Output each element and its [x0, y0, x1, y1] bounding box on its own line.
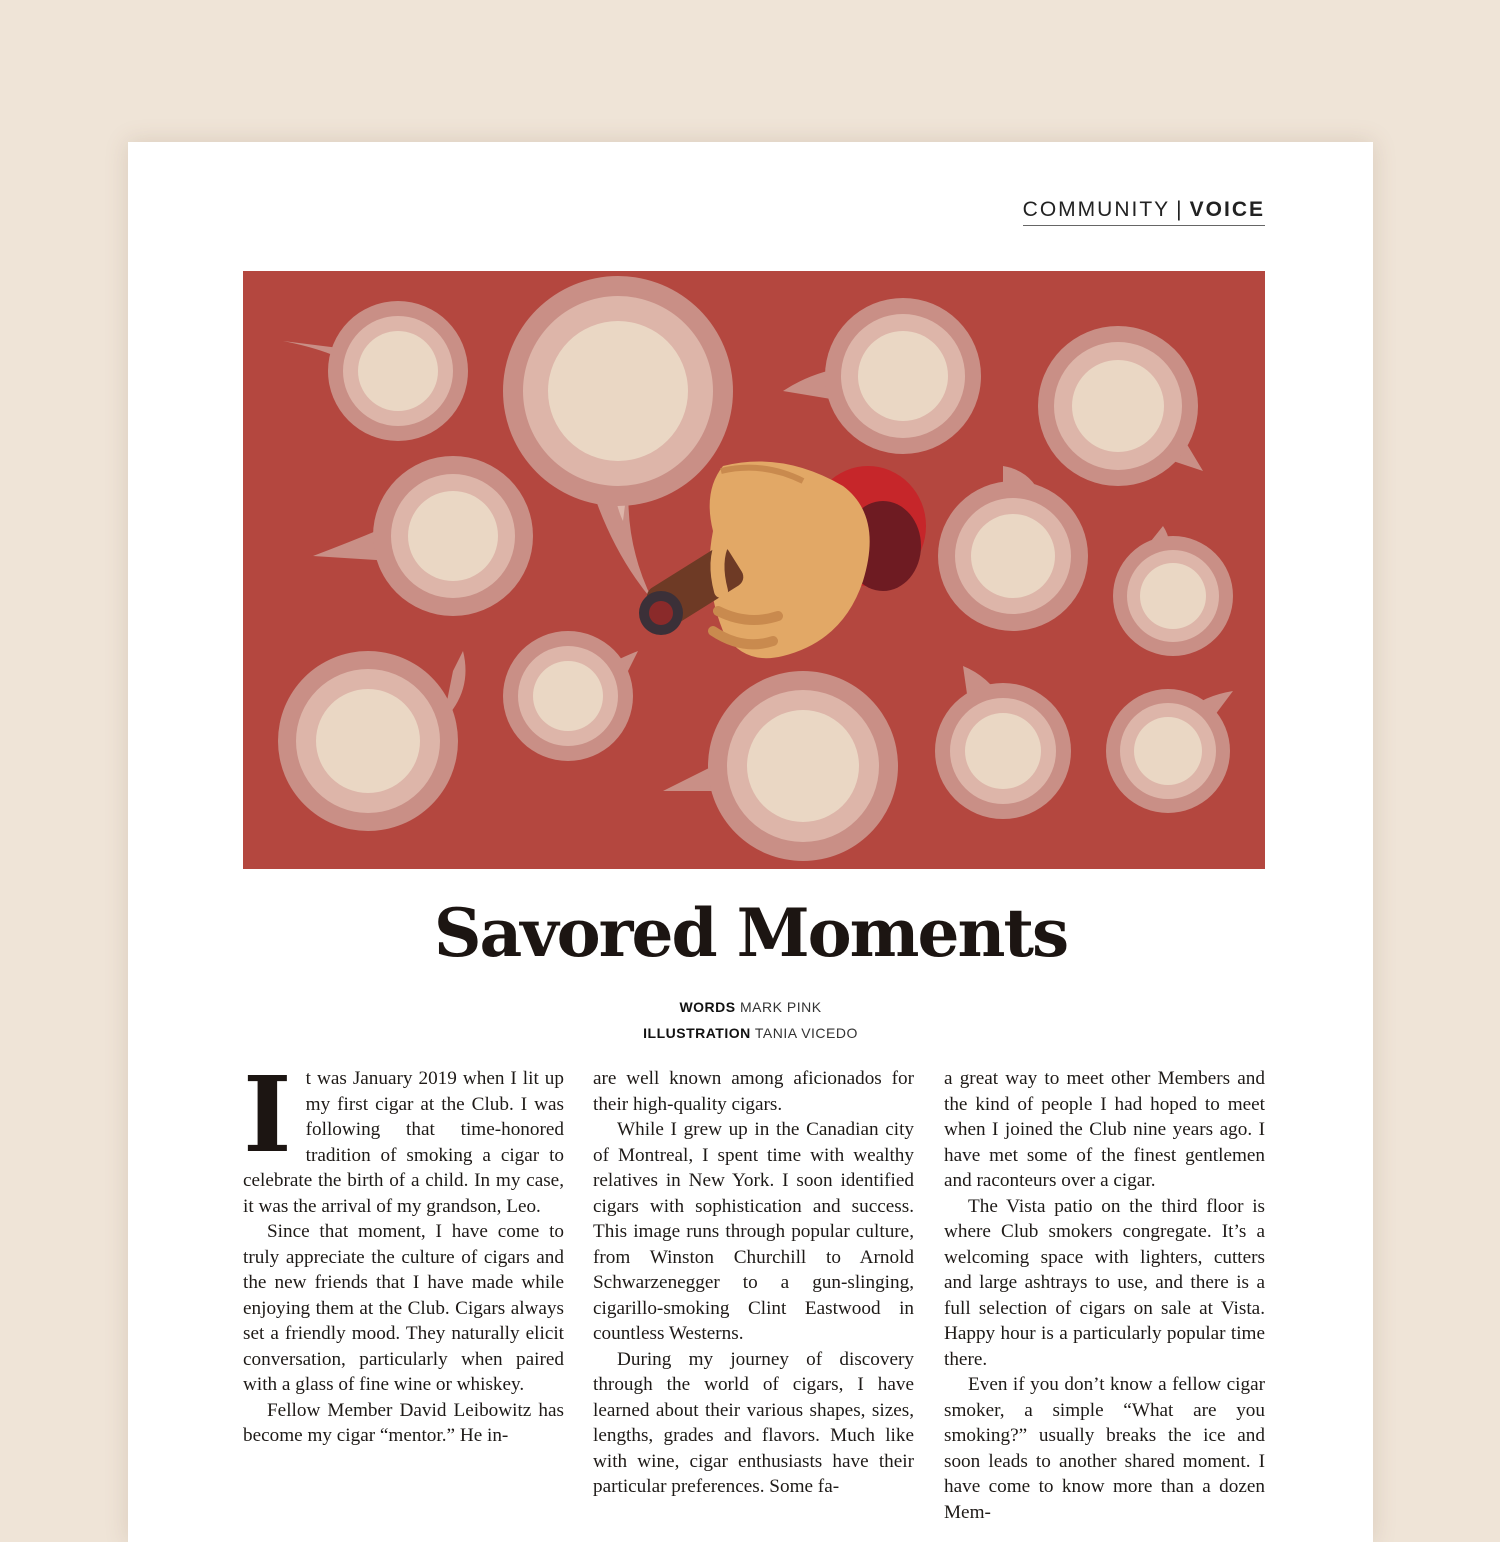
credit-name: TANIA VICEDO [754, 1025, 858, 1041]
credit-role: WORDS [679, 999, 736, 1015]
credit-role: ILLUSTRATION [643, 1025, 751, 1041]
paragraph [243, 1053, 564, 1219]
paragraph: While I grew up in the Canadian city of Montreal, I spent time with wealthy relatives in New York. I soon identified cigars with sophistication and success. This image runs through popular culture, from Winston Churchill to Arnold Schwarzenegger to a gun-slinging, cigarillo-smoking Clint Eastwood in countless Westerns. [593, 1119, 914, 1344]
section-label [1023, 198, 1265, 226]
magazine-page [128, 142, 1373, 1542]
cigar-illustration [243, 271, 1265, 869]
article-column-3 [944, 1066, 1265, 1525]
paragraph: a great way to meet other Members and the kind of people I had hoped to meet when I joined the Club nine years ago. I have met some of the finest gentlemen and raconteurs over a cigar. [944, 1068, 1265, 1191]
paragraph-text: t was January 2019 when I lit up my first cigar at the Club. I was following that time-honored tradition of smoking a cigar to celebrate the birth of a child. In my case, it was the arrival of my grandson, Leo. [243, 1068, 564, 1217]
paragraph: During my journey of discovery through the world of cigars, I have learned about their various shapes, sizes, lengths, grades and flavors. Much like with wine, cigar enthusiasts have their particular preferences. Some fa- [593, 1348, 914, 1497]
article-column-1 [243, 1053, 564, 1449]
paragraph: are well known among aficionados for their high-quality cigars. [593, 1068, 914, 1115]
paragraph: Fellow Member David Leibowitz has become my cigar “mentor.” He in- [243, 1399, 564, 1446]
credit-words [128, 994, 1373, 1020]
article-credits [128, 994, 1373, 1046]
article-title: Savored Moments [433, 894, 1068, 972]
credit-name: MARK PINK [740, 999, 822, 1015]
section-separator: | [1176, 198, 1184, 221]
cigar-hand-speech-bubbles-illustration [243, 271, 1265, 869]
paragraph: Even if you don’t know a fellow cigar smoker, a simple “What are you smoking?” usually breaks the ice and soon leads to another shared moment. I have come to know more than a dozen Mem- [944, 1374, 1265, 1523]
drop-cap: I [243, 1053, 292, 1176]
article-column-2 [593, 1066, 914, 1500]
credit-illustration [128, 1020, 1373, 1046]
paragraph: The Vista patio on the third floor is where Club smokers congregate. It’s a welcoming space with lighters, cutters and large ashtrays to use, and there is a full selection of cigars on sale at Vista. Happy hour is a particularly popular time there. [944, 1195, 1265, 1370]
section-name: COMMUNITY [1022, 198, 1171, 221]
paragraph: Since that moment, I have come to truly appreciate the culture of cigars and the new friends that I have made while enjoying them at the Club. Cigars always set a friendly mood. They naturally elicit conversation, particularly when paired with a glass of fine wine or whiskey. [243, 1221, 564, 1395]
subsection-name: VOICE [1189, 198, 1265, 221]
